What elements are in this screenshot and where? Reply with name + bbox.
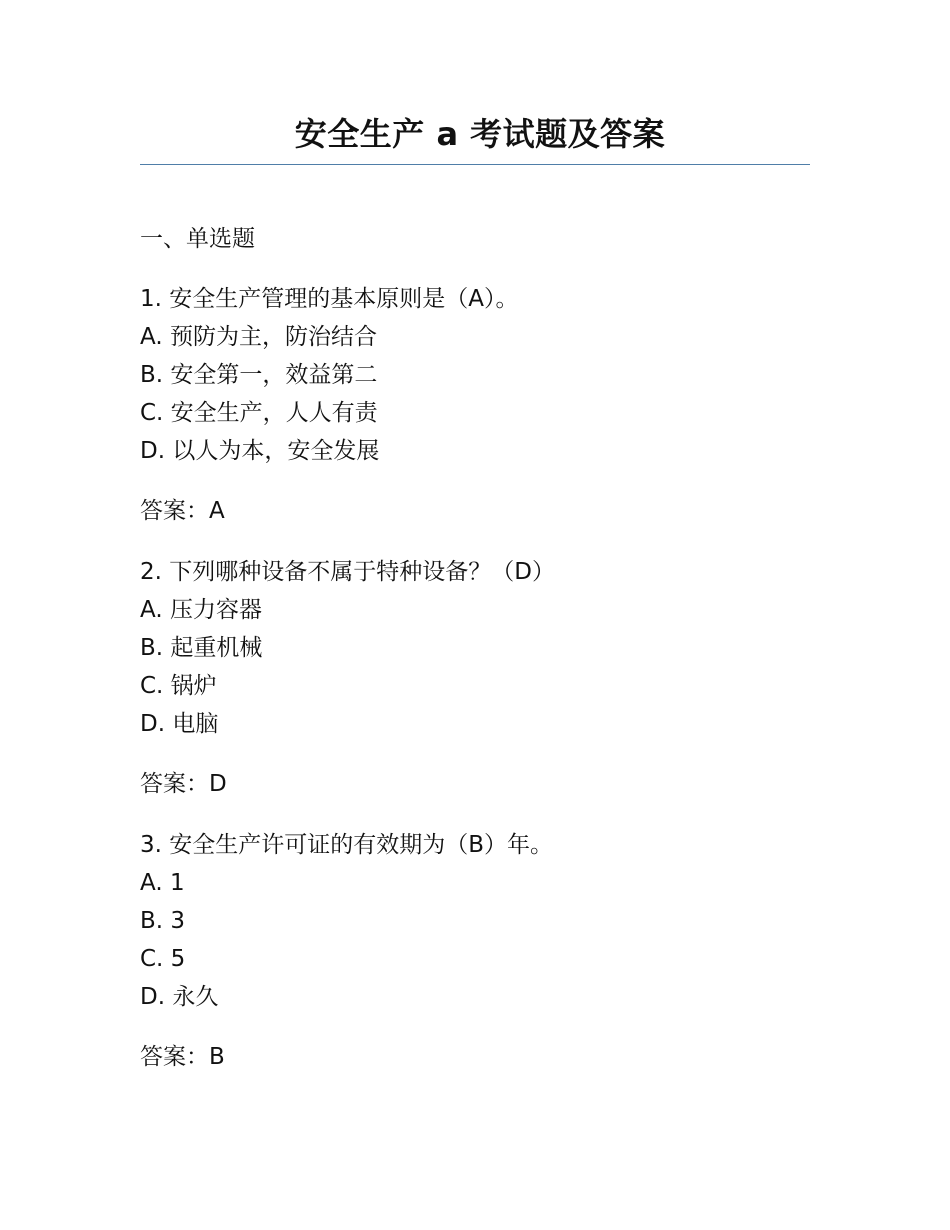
section-heading: 一、单选题: [140, 226, 255, 252]
option-d: D. 以人为本，安全发展: [140, 438, 380, 464]
option-a: A. 1: [140, 870, 185, 896]
document-title: 安全生产 a 考试题及答案: [294, 115, 666, 153]
option-c: C. 安全生产，人人有责: [140, 400, 378, 426]
option-a: A. 预防为主，防治结合: [140, 324, 377, 350]
answer: 答案：A: [140, 498, 225, 524]
question-1: [140, 280, 810, 530]
option-b: B. 3: [140, 908, 186, 934]
option-a: A. 压力容器: [140, 597, 262, 623]
question-stem: 2. 下列哪种设备不属于特种设备？（D）: [140, 559, 555, 585]
title-block: [140, 112, 810, 165]
option-c: C. 锅炉: [140, 673, 217, 699]
document-body: [140, 220, 810, 1099]
option-d: D. 电脑: [140, 711, 219, 737]
question-3: [140, 826, 810, 1076]
option-b: B. 安全第一，效益第二: [140, 362, 378, 388]
option-d: D. 永久: [140, 984, 219, 1010]
option-c: C. 5: [140, 946, 186, 972]
question-stem: 3. 安全生产许可证的有效期为（B）年。: [140, 832, 554, 858]
question-2: [140, 553, 810, 803]
question-stem: 1. 安全生产管理的基本原则是（A）。: [140, 286, 519, 312]
answer: 答案：B: [140, 1044, 225, 1070]
answer: 答案：D: [140, 771, 227, 797]
option-b: B. 起重机械: [140, 635, 263, 661]
